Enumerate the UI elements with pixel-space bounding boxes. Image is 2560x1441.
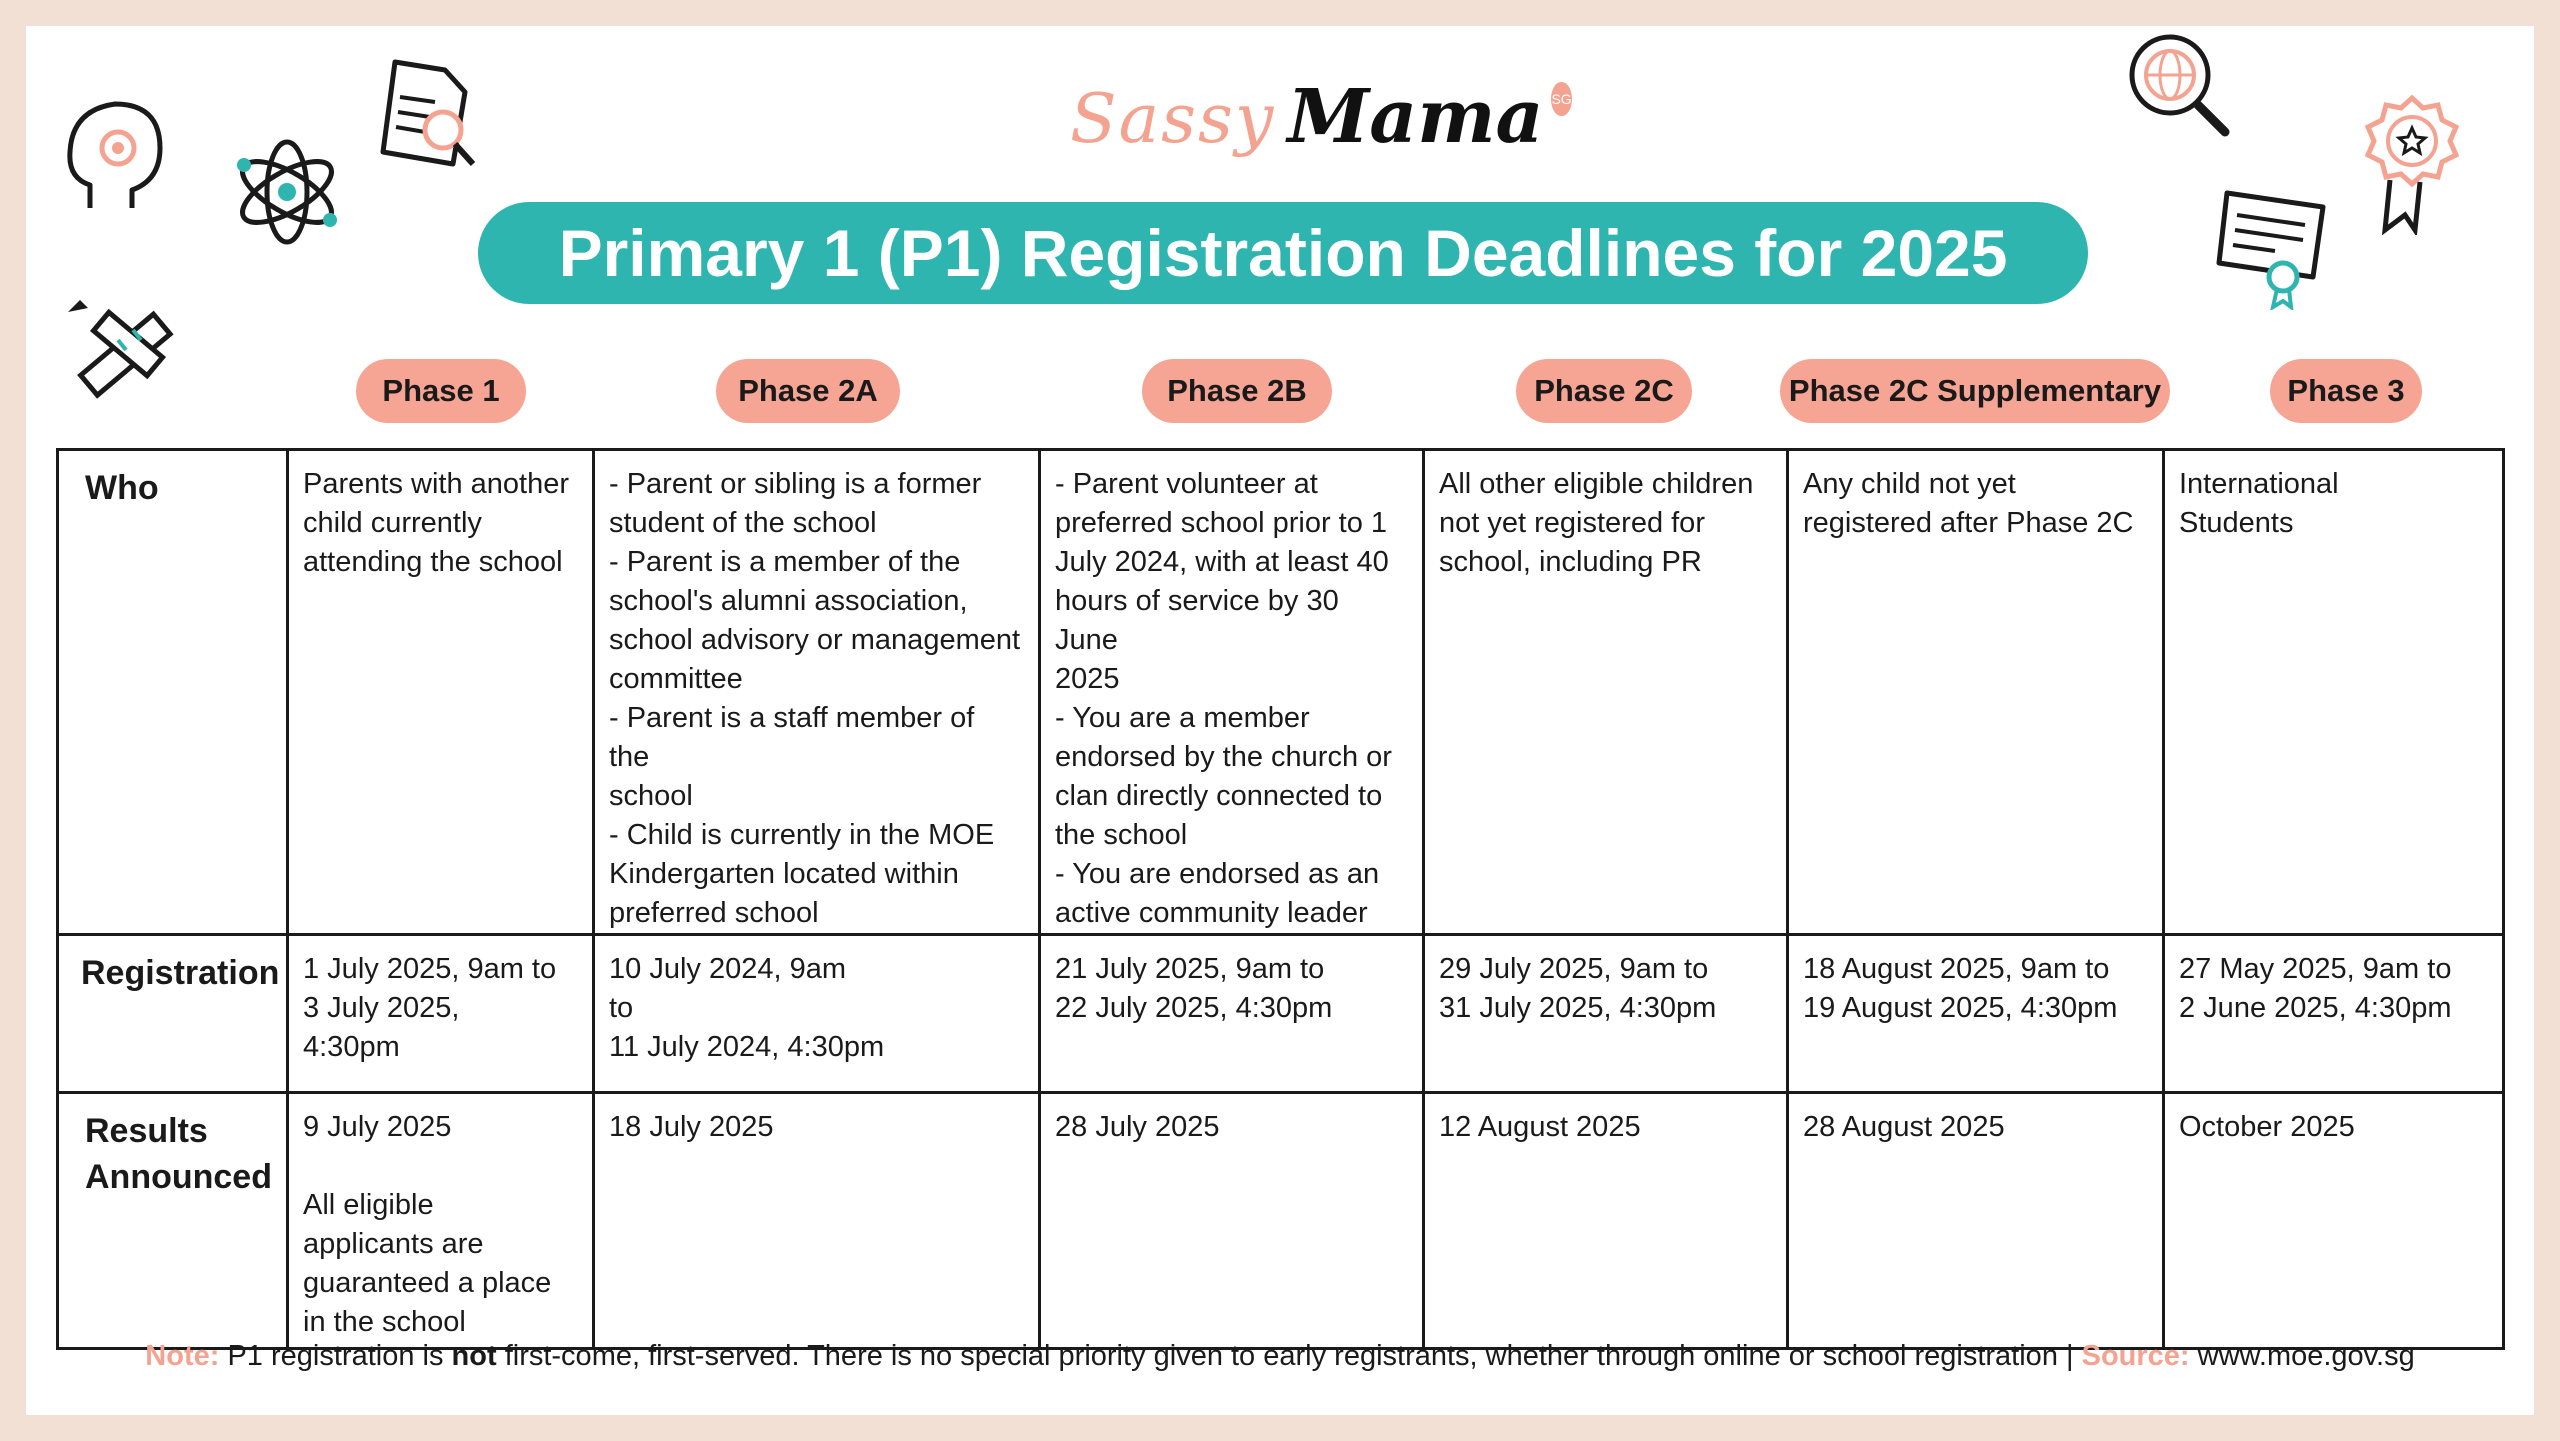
who-phase-3: International Students: [2164, 450, 2504, 935]
row-label-who: Who: [58, 450, 288, 935]
registration-phase-2b: 21 July 2025, 9am to 22 July 2025, 4:30pm: [1040, 935, 1424, 1093]
certificate-icon: [2215, 185, 2335, 310]
logo-sassy: Sassy: [1070, 80, 1276, 159]
row-label-registration: Registration: [58, 935, 288, 1093]
who-phase-2a: - Parent or sibling is a former student of the school - Parent is a member of the school's alumni association, school advisory or management committee - Parent is a staff member of the school - Child is currently in the MOE Kindergarten located within preferred school: [594, 450, 1040, 935]
row-label-results-announced: Results Announced: [58, 1093, 288, 1349]
phase-header-3: Phase 3: [2270, 359, 2422, 423]
document-search-icon: [375, 52, 485, 182]
registration-phase-3: 27 May 2025, 9am to 2 June 2025, 4:30pm: [2164, 935, 2504, 1093]
results-phase-1: 9 July 2025 All eligible applicants are guaranteed a place in the school: [288, 1093, 594, 1349]
registration-table: [56, 448, 2505, 1350]
phase-header-2a: Phase 2A: [716, 359, 900, 423]
results-phase-2c-supplementary: 28 August 2025: [1788, 1093, 2164, 1349]
who-phase-2c-supplementary: Any child not yet registered after Phase 2C: [1788, 450, 2164, 935]
table-row-registration: [58, 935, 2504, 1093]
source-label: Source:: [2081, 1340, 2190, 1372]
phase-header-2c: Phase 2C: [1516, 359, 1692, 423]
note-label: Note:: [145, 1340, 220, 1372]
phase-header-2b: Phase 2B: [1142, 359, 1332, 423]
who-phase-1: Parents with another child currently attending the school: [288, 450, 594, 935]
ruler-pencil-icon: [58, 292, 183, 412]
source-value: www.moe.gov.sg: [2197, 1340, 2415, 1372]
footer-note: [0, 1340, 2560, 1373]
results-phase-2b: 28 July 2025: [1040, 1093, 1424, 1349]
note-bold: not: [451, 1340, 497, 1372]
note-text-1: P1 registration is: [227, 1340, 444, 1372]
who-phase-2c: All other eligible children not yet registered for school, including PR: [1424, 450, 1788, 935]
phase-header-2c-supplementary: Phase 2C Supplementary: [1780, 359, 2170, 423]
results-phase-2a: 18 July 2025: [594, 1093, 1040, 1349]
award-badge-icon: [2355, 90, 2470, 235]
registration-phase-1: 1 July 2025, 9am to 3 July 2025, 4:30pm: [288, 935, 594, 1093]
results-phase-3: October 2025: [2164, 1093, 2504, 1349]
who-phase-2b: - Parent volunteer at preferred school prior to 1 July 2024, with at least 40 hours of service by 30 June 2025 - You are a member endorsed by the church or clan directly connected to the school - You are endorsed as an active community leader: [1040, 450, 1424, 935]
results-phase-2c: 12 August 2025: [1424, 1093, 1788, 1349]
atom-icon: [230, 135, 345, 250]
head-gear-icon: [60, 90, 170, 215]
phase-header-1: Phase 1: [356, 359, 526, 423]
registration-phase-2c-supplementary: 18 August 2025, 9am to 19 August 2025, 4:30pm: [1788, 935, 2164, 1093]
registration-phase-2a: 10 July 2024, 9am to 11 July 2024, 4:30pm: [594, 935, 1040, 1093]
note-text-2: first-come, first-served. There is no special priority given to early registrants, whether through online or school registration |: [504, 1340, 2074, 1372]
page-title: Primary 1 (P1) Registration Deadlines for 2025: [478, 202, 2088, 304]
table-row-who: [58, 450, 2504, 935]
logo-mama: Mama: [1287, 74, 1544, 160]
registration-phase-2c: 29 July 2025, 9am to 31 July 2025, 4:30pm: [1424, 935, 1788, 1093]
logo-sg-badge: SG: [1551, 82, 1571, 116]
globe-search-icon: [2125, 30, 2240, 145]
sassy-mama-logo: [1070, 74, 1572, 184]
table-row-results: [58, 1093, 2504, 1349]
